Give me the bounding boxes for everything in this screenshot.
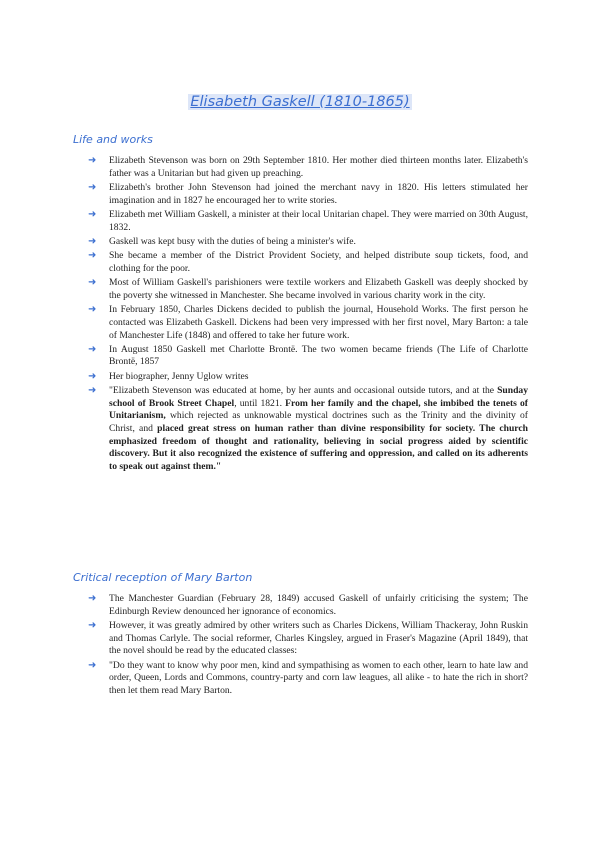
list-item: ➜ Most of William Gaskell's parishioners were textile workers and Elizabeth Gaskell was deeply shocked by the poverty she witnessed in Manchester. She became involved in various charity work in the city. [88, 277, 528, 301]
page-title [0, 94, 600, 110]
arrow-right-icon: ➜ [88, 659, 97, 671]
list-item: ➜ "Do they want to know why poor men, kind and sympathising as women to each other, learn to hate law and order, Queen, Lords and Commons, country-party and corn law leagues, all alike - to hate the rich in short? then let them read Mary Barton. [88, 659, 528, 696]
list-item: ➜ However, it was greatly admired by other writers such as Charles Dickens, William Thackeray, John Ruskin and Thomas Carlyle. The social reformer, Charles Kingsley, argued in Fraser's Magazine (April 1849), that the novel should be read by the educated classes: [88, 619, 528, 657]
list-item: ➜ In August 1850 Gaskell met Charlotte Brontë. The two women became friends (The Life of Charlotte Brontë, 1857 [88, 343, 528, 368]
arrow-right-icon: ➜ [88, 181, 97, 193]
arrow-right-icon: ➜ [88, 343, 97, 355]
critical-reception-list [88, 593, 528, 699]
list-item: ➜ Gaskell was kept busy with the duties of being a minister's wife. [88, 235, 356, 247]
list-item: ➜ The Manchester Guardian (February 28, 1849) accused Gaskell of unfairly criticising the system; The Edinburgh Review denounced her ignorance of economics. [88, 593, 528, 617]
list-item: ➜ Elizabeth Stevenson was born on 29th September 1810. Her mother died thirteen months later. Elizabeth's father was a Unitarian but had given up preaching. [88, 155, 528, 179]
arrow-right-icon: ➜ [88, 385, 97, 397]
arrow-right-icon: ➜ [88, 155, 97, 166]
arrow-right-icon: ➜ [88, 250, 97, 262]
arrow-right-icon: ➜ [88, 370, 97, 382]
list-item: ➜ Elizabeth met William Gaskell, a minister at their local Unitarian chapel. They were married on 30th August, 1832. [88, 208, 528, 233]
arrow-right-icon: ➜ [88, 304, 97, 316]
list-item: ➜ She became a member of the District Provident Society, and helped distribute soup tickets, food, and clothing for the poor. [88, 250, 528, 274]
page-title-text: Elisabeth Gaskell (1810-1865) [190, 94, 410, 110]
quote-item: ➜ "Elizabeth Stevenson was educated at home, by her aunts and occasional outside tutors, and at the Sunday school of Brook Street Chapel, until 1821. From her family and the chapel, she imbibed the tenets of Unitarianism, which rejected as unknowable mystical doctrines such as the Trinity and the divinity of Christ, and placed great stress on human rather than divine responsibility for society. The church emphasized freedom of thought and rationality, believing in social progress aided by scientific discovery. But it also recognized the existence of suffering and oppression, and called on its adherents to speak out against them." [88, 385, 529, 472]
list-item: ➜ Elizabeth's brother John Stevenson had joined the merchant navy in 1820. His letters stimulated her imagination and in 1827 he encouraged her to write stories. [88, 181, 528, 206]
arrow-right-icon: ➜ [88, 593, 97, 604]
life-and-works-list [88, 155, 528, 475]
arrow-right-icon: ➜ [88, 619, 97, 631]
section-heading-critical-reception: Critical reception of Mary Barton [73, 571, 253, 584]
list-item: ➜ Her biographer, Jenny Uglow writes [88, 370, 249, 382]
arrow-right-icon: ➜ [88, 208, 97, 220]
list-item: ➜ In February 1850, Charles Dickens decided to publish the journal, Household Works. The first person he contacted was Elizabeth Gaskell. Dickens had been very impressed with her first novel, Mary Barton: a tale of Manchester Life (1848) and offered to take her future work. [88, 304, 528, 341]
section-heading-life-and-works: Life and works [73, 133, 153, 146]
arrow-right-icon: ➜ [88, 235, 97, 247]
arrow-right-icon: ➜ [88, 277, 97, 289]
